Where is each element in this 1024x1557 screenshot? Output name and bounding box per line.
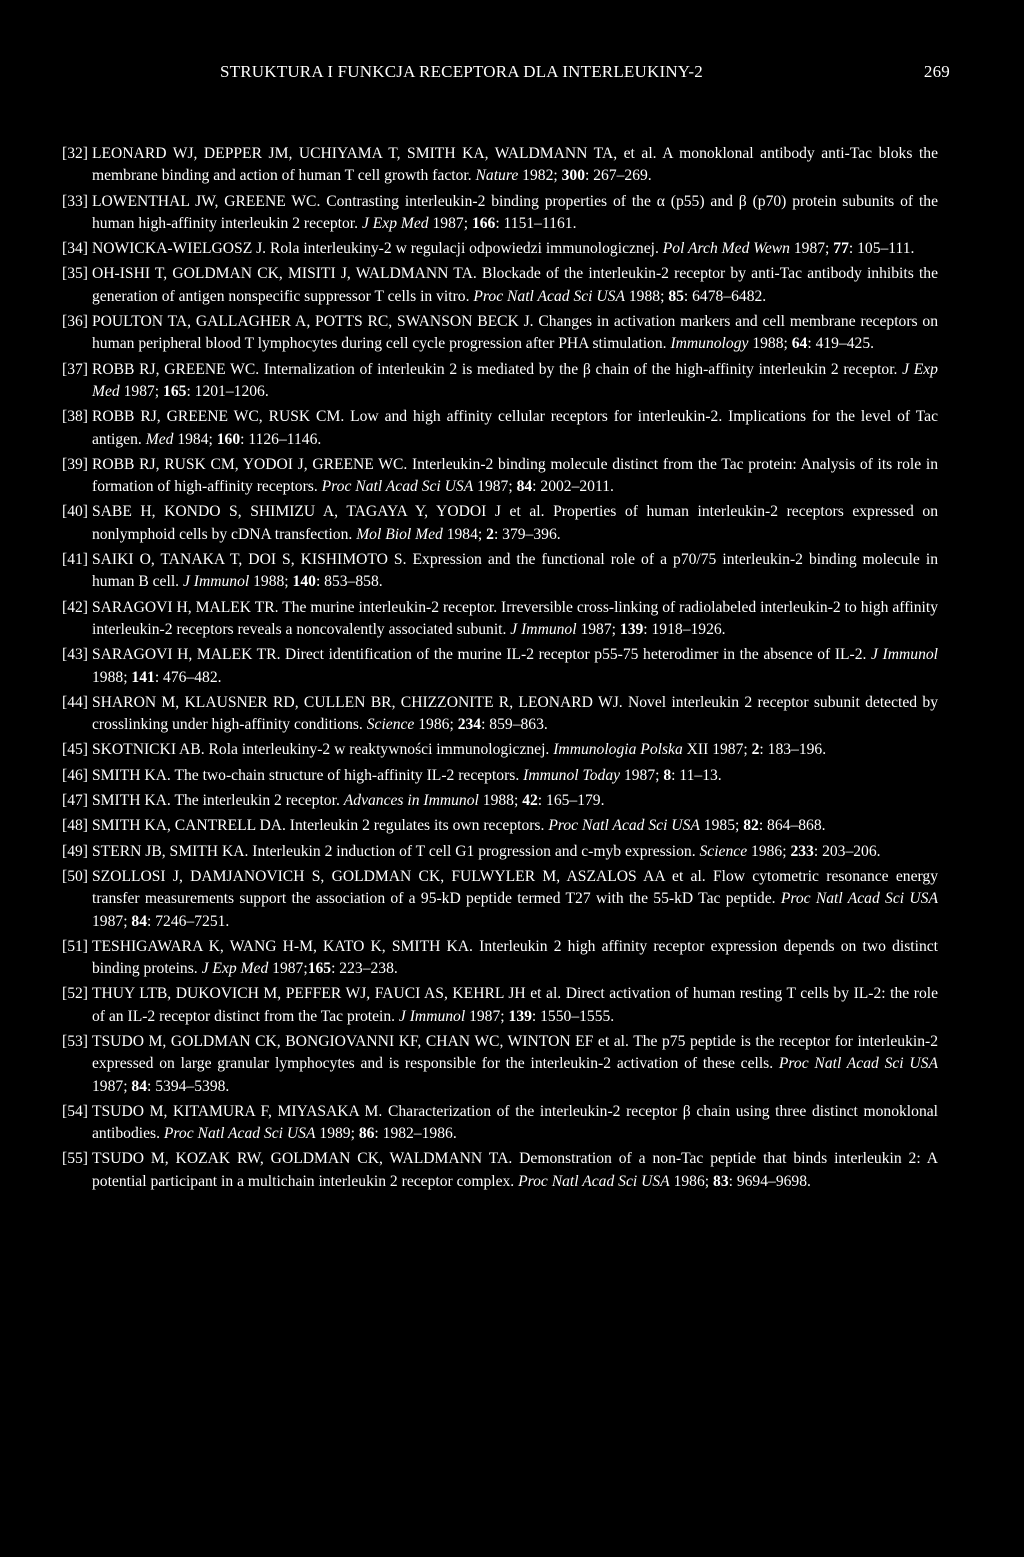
reference-journal: J Immunol <box>871 646 938 664</box>
reference-year: 1987; <box>620 766 664 784</box>
reference-year: 1984; <box>173 430 217 448</box>
reference-volume: 139 <box>619 620 644 638</box>
reference-item <box>62 790 938 812</box>
reference-text: TSUDO M, KITAMURA F, MIYASAKA M. Characterization of the interleukin-2 receptor β chain using three distinct monoklonal antibodies. <box>91 1102 938 1143</box>
reference-journal: Advances in Immunol <box>343 792 479 810</box>
reference-pages: : 1126–1146. <box>240 430 322 448</box>
reference-volume: 165 <box>307 960 332 978</box>
reference-volume: 83 <box>713 1172 729 1190</box>
reference-volume: 77 <box>833 240 849 258</box>
reference-journal: Pol Arch Med Wewn <box>662 240 790 258</box>
reference-number: [45] <box>62 741 88 759</box>
reference-text: SZOLLOSI J, DAMJANOVICH S, GOLDMAN CK, FULWYLER M, ASZALOS AA et al. Flow cytometric resonance energy transfer measurements support the association of a 95-kD peptide termed T27 with the 55-kD Tac peptide. <box>91 867 938 908</box>
reference-list <box>62 143 938 1196</box>
reference-pages: : 864–868. <box>758 817 826 835</box>
reference-volume: 141 <box>131 668 155 686</box>
reference-text: SMITH KA. The interleukin 2 receptor. <box>91 792 344 810</box>
reference-volume: 84 <box>131 1077 148 1095</box>
reference-number: [35] <box>62 265 88 283</box>
reference-volume: 82 <box>743 817 759 835</box>
running-title: STRUKTURA I FUNKCJA RECEPTORA DLA INTERLEUKINY-2 <box>220 62 703 81</box>
reference-journal: Proc Natl Acad Sci USA <box>518 1172 670 1190</box>
reference-pages: : 859–863. <box>481 716 548 734</box>
reference-text: ROBB RJ, GREENE WC. Internalization of interleukin 2 is mediated by the β chain of the high-affinity interleukin 2 receptor. <box>91 360 903 378</box>
reference-pages: : 1151–1161. <box>495 214 577 232</box>
reference-journal: Immunol Today <box>523 766 621 784</box>
reference-pages: : 853–858. <box>315 573 383 591</box>
reference-number: [33] <box>62 192 88 210</box>
reference-journal: Mol Biol Med <box>356 525 443 543</box>
reference-item <box>62 765 938 787</box>
reference-item <box>62 936 938 981</box>
reference-text: TSUDO M, KOZAK RW, GOLDMAN CK, WALDMANN TA. Demonstration of a non-Tac peptide that binds interleukin 2: A potential participant in a multichain interleukin 2 receptor complex. <box>91 1150 938 1190</box>
reference-journal: J Immunol <box>398 1007 466 1025</box>
reference-item <box>62 983 938 1028</box>
reference-year: 1986; <box>747 842 791 860</box>
reference-text: ROBB RJ, RUSK CM, YODOI J, GREENE WC. Interleukin-2 binding molecule distinct from the Tac protein: Analysis of its role in formation of high-affinity receptors. <box>91 455 938 496</box>
reference-pages: : 165–179. <box>537 792 605 810</box>
reference-journal: J Immunol <box>510 620 577 638</box>
reference-volume: 300 <box>561 167 585 185</box>
reference-year: 1987; <box>268 960 308 978</box>
reference-year: 1984; <box>442 525 487 543</box>
reference-pages: : 1982–1986. <box>374 1125 457 1143</box>
reference-volume: 85 <box>668 287 684 305</box>
reference-year: 1988; <box>748 335 792 353</box>
reference-item <box>62 739 938 761</box>
reference-number: [39] <box>62 455 88 473</box>
reference-year: 1985; <box>699 817 744 835</box>
reference-item <box>62 815 938 837</box>
reference-pages: : 6478–6482. <box>683 287 767 305</box>
reference-pages: : 223–238. <box>331 960 398 978</box>
reference-text: NOWICKA-WIELGOSZ J. Rola interleukiny-2 w regulacji odpowiedzi immunologicznej. <box>91 240 663 258</box>
reference-text: SABE H, KONDO S, SHIMIZU A, TAGAYA Y, YODOI J et al. Properties of human interleukin-2 receptors expressed on nonlymphoid cells by cDNA transfection. <box>91 503 938 543</box>
reference-text: POULTON TA, GALLAGHER A, POTTS RC, SWANSON BECK J. Changes in activation markers and cell membrane receptors on human peripheral blood T lymphocytes during cell cycle progression after PHA stimulation. <box>91 313 938 353</box>
reference-year: 1987; <box>576 620 620 638</box>
reference-pages: : 105–111. <box>848 240 915 258</box>
reference-item <box>62 143 938 188</box>
reference-number: [34] <box>62 240 88 258</box>
reference-journal: Proc Natl Acad Sci USA <box>163 1125 316 1143</box>
reference-year: 1988; <box>249 573 293 591</box>
reference-year: 1987; <box>119 382 164 400</box>
reference-pages: : 11–13. <box>671 766 722 784</box>
reference-volume: 8 <box>663 766 672 784</box>
reference-year: 1987; <box>473 478 517 496</box>
reference-journal: Nature <box>475 167 519 185</box>
reference-pages: : 2002–2011. <box>532 478 614 496</box>
reference-pages: : 379–396. <box>493 525 561 543</box>
reference-number: [51] <box>62 937 88 955</box>
reference-text: SMITH KA. The two-chain structure of high-affinity IL-2 receptors. <box>91 766 524 784</box>
reference-volume: 84 <box>516 478 533 496</box>
reference-item <box>62 692 938 737</box>
reference-pages: : 9694–9698. <box>728 1172 811 1190</box>
page-number: 269 <box>923 62 950 81</box>
reference-text: SHARON M, KLAUSNER RD, CULLEN BR, CHIZZONITE R, LEONARD WJ. Novel interleukin 2 receptor subunit detected by crosslinking under high-affinity conditions. <box>91 693 938 734</box>
reference-item <box>62 644 938 689</box>
reference-volume: 234 <box>457 716 482 734</box>
reference-text: THUY LTB, DUKOVICH M, PEFFER WJ, FAUCI AS, KEHRL JH et al. Direct activation of human resting T cells by IL-2: the role of an IL-2 receptor distinct from the Tac protein. <box>91 985 938 1025</box>
reference-text: TSUDO M, GOLDMAN CK, BONGIOVANNI KF, CHAN WC, WINTON EF et al. The p75 peptide is the receptor for interleukin-2 expressed on large granular lymphocytes and is responsible for the interleukin-2 activation of these cells. <box>91 1032 938 1073</box>
reference-item <box>62 406 938 451</box>
reference-number: [42] <box>62 598 88 616</box>
reference-text: SARAGOVI H, MALEK TR. The murine interleukin-2 receptor. Irreversible cross-linking of radiolabeled interleukin-2 to high affinity interleukin-2 receptors reveals a noncovalently associated subunit. <box>91 598 938 638</box>
reference-year: 1988; <box>478 792 523 810</box>
reference-item <box>62 311 938 356</box>
reference-year: 1988; <box>92 668 132 686</box>
reference-item <box>62 1101 938 1146</box>
reference-item <box>62 1031 938 1098</box>
reference-volume: 64 <box>791 335 808 353</box>
reference-volume: 166 <box>471 214 496 232</box>
reference-number: [32] <box>62 145 88 162</box>
reference-volume: 42 <box>522 792 538 810</box>
reference-number: [38] <box>62 408 88 426</box>
reference-text: STERN JB, SMITH KA. Interleukin 2 induction of T cell G1 progression and c-myb expression. <box>91 842 700 860</box>
reference-year: 1987; <box>465 1007 509 1025</box>
reference-journal: J Immunol <box>182 573 250 591</box>
reference-year: 1988; <box>624 287 669 305</box>
reference-year: 1989; <box>315 1125 359 1143</box>
reference-pages: : 7246–7251. <box>147 912 230 930</box>
reference-journal: Science <box>699 842 748 860</box>
running-head <box>220 62 950 86</box>
reference-journal: Proc Natl Acad Sci USA <box>780 890 938 908</box>
reference-text: LOWENTHAL JW, GREENE WC. Contrasting interleukin-2 binding properties of the α (p55) and β (p70) protein subunits of the human high-affinity interleukin 2 receptor. <box>91 192 938 232</box>
reference-volume: 139 <box>508 1007 532 1025</box>
reference-number: [54] <box>62 1102 88 1120</box>
reference-pages: : 1550–1555. <box>531 1007 615 1025</box>
reference-year: 1987; <box>428 214 472 232</box>
reference-number: [50] <box>62 867 88 885</box>
reference-year: 1987; <box>789 240 834 258</box>
reference-number: [52] <box>62 985 88 1003</box>
reference-text: SAIKI O, TANAKA T, DOI S, KISHIMOTO S. Expression and the functional role of a p70/75 interleukin-2 binding molecule in human B cell. <box>91 551 938 591</box>
reference-year: 1986; <box>669 1172 714 1190</box>
reference-item <box>62 501 938 546</box>
reference-journal: J Exp Med <box>201 960 269 978</box>
reference-year: 1986; <box>414 716 458 734</box>
reference-journal: Proc Natl Acad Sci USA <box>778 1055 938 1073</box>
reference-text: ROBB RJ, GREENE WC, RUSK CM. Low and high affinity cellular receptors for interleukin-2. Implications for the level of Tac antigen. <box>91 408 938 448</box>
reference-item <box>62 359 938 404</box>
reference-number: [46] <box>62 766 88 784</box>
reference-year: 1982; <box>518 167 562 185</box>
reference-pages: : 203–206. <box>813 842 881 860</box>
reference-year: 1987; <box>92 1077 132 1095</box>
reference-number: [48] <box>62 817 88 835</box>
reference-text: OH-ISHI T, GOLDMAN CK, MISITI J, WALDMANN TA. Blockade of the interleukin-2 receptor by anti-Tac antibody inhibits the generation of antigen nonspecific suppressor T cells in vitro. <box>91 265 938 305</box>
reference-journal: J Exp Med <box>92 360 938 400</box>
reference-item <box>62 1148 938 1193</box>
reference-volume: 2 <box>486 525 494 543</box>
reference-volume: 160 <box>216 430 241 448</box>
reference-volume: 140 <box>292 573 316 591</box>
reference-journal: Proc Natl Acad Sci USA <box>473 287 625 305</box>
reference-journal: Proc Natl Acad Sci USA <box>548 817 700 835</box>
reference-number: [44] <box>62 693 88 711</box>
reference-number: [55] <box>62 1150 88 1168</box>
reference-volume: 2 <box>751 741 760 759</box>
reference-item <box>62 549 938 594</box>
reference-item <box>62 597 938 642</box>
reference-number: [47] <box>62 792 88 810</box>
reference-journal: Science <box>366 716 415 734</box>
reference-pages: : 476–482. <box>154 668 222 686</box>
reference-journal: Immunologia Polska <box>553 741 683 759</box>
reference-text: LEONARD WJ, DEPPER JM, UCHIYAMA T, SMITH KA, WALDMANN TA, et al. A monoklonal antibody anti-Tac bloks the membrane binding and action of human T cell growth factor. <box>91 145 938 185</box>
reference-pages: : 183–196. <box>759 741 827 759</box>
reference-number: [40] <box>62 503 88 521</box>
reference-volume: 165 <box>163 382 187 400</box>
reference-journal: Proc Natl Acad Sci USA <box>321 478 474 496</box>
reference-volume: 84 <box>131 912 148 930</box>
reference-pages: : 5394–5398. <box>147 1077 230 1095</box>
reference-pages: : 1918–1926. <box>643 620 726 638</box>
reference-year: XII 1987; <box>682 741 752 759</box>
reference-journal: J Exp Med <box>361 214 429 232</box>
reference-number: [36] <box>62 313 88 331</box>
reference-item <box>62 454 938 499</box>
reference-number: [53] <box>62 1032 88 1050</box>
reference-number: [43] <box>62 646 88 664</box>
reference-year: 1987; <box>92 912 132 930</box>
reference-pages: : 1201–1206. <box>186 382 269 400</box>
reference-text: SMITH KA, CANTRELL DA. Interleukin 2 regulates its own receptors. <box>91 817 549 835</box>
reference-number: [37] <box>62 360 88 378</box>
reference-text: SARAGOVI H, MALEK TR. Direct identification of the murine IL-2 receptor p55-75 heterodimer in the absence of IL-2. <box>91 646 872 664</box>
reference-item <box>62 191 938 236</box>
reference-volume: 233 <box>790 842 814 860</box>
reference-item <box>62 238 938 260</box>
reference-journal: Med <box>145 430 174 448</box>
reference-text: TESHIGAWARA K, WANG H-M, KATO K, SMITH KA. Interleukin 2 high affinity receptor expression depends on two distinct binding proteins. <box>91 937 938 978</box>
reference-pages: : 419–425. <box>807 335 875 353</box>
reference-number: [41] <box>62 551 88 569</box>
reference-volume: 86 <box>358 1125 375 1143</box>
reference-item <box>62 841 938 863</box>
reference-pages: : 267–269. <box>585 167 652 185</box>
reference-item <box>62 866 938 933</box>
reference-journal: Immunology <box>670 335 749 353</box>
reference-text: SKOTNICKI AB. Rola interleukiny-2 w reaktywności immunologicznej. <box>91 741 554 759</box>
reference-item <box>62 263 938 308</box>
reference-number: [49] <box>62 842 88 860</box>
